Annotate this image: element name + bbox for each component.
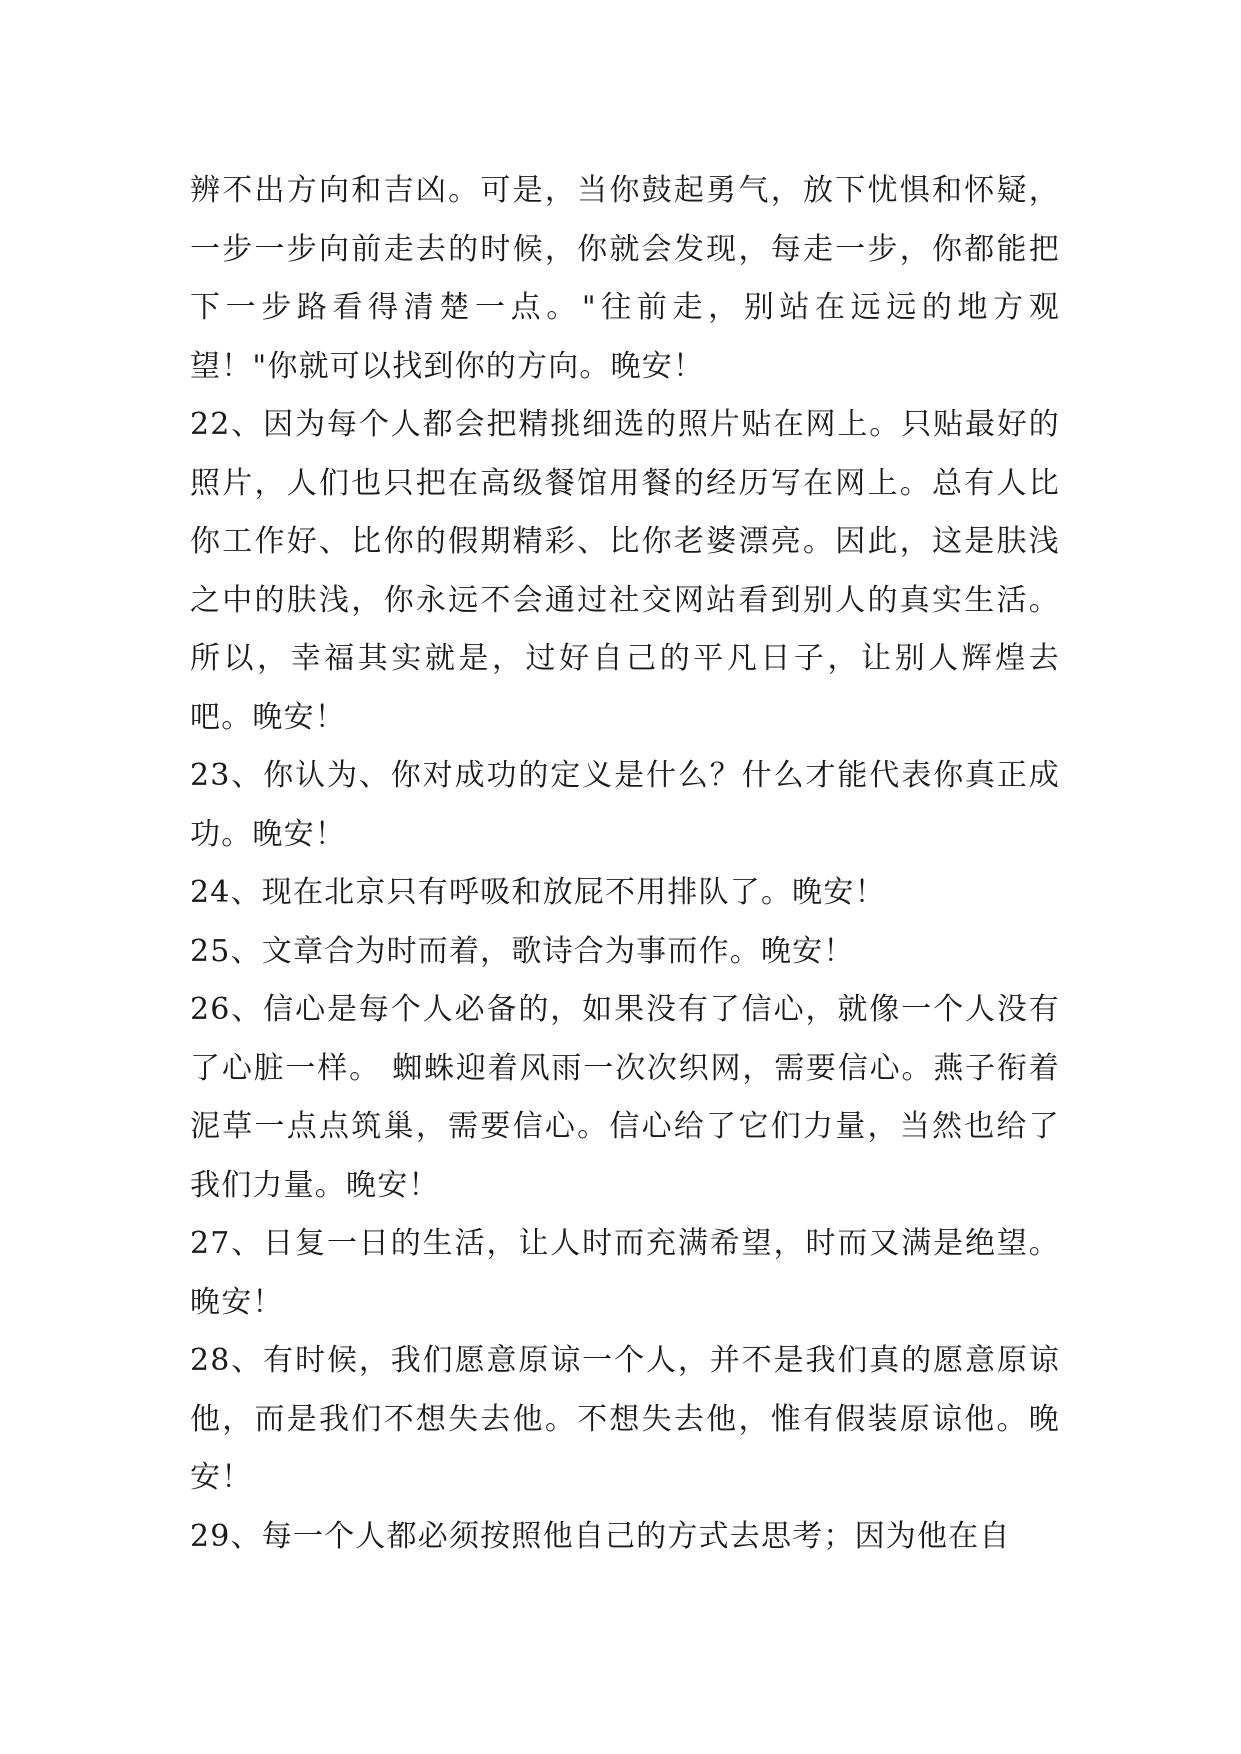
paragraph-23: 23、你认为、你对成功的定义是什么？什么才能代表你真正成功。晚安！ xyxy=(190,758,1060,852)
paragraph-26: 26、信心是每个人必备的，如果没有了信心，就像一个人没有了心脏一样。 蜘蛛迎着风雨一次次织网，需要信心。燕子衔着泥草一点点筑巢，需要信心。信心给了它们力量，当然也给了我们力量。晚安！ xyxy=(190,992,1060,1203)
paragraph-28: 28、有时候，我们愿意原谅一个人，并不是我们真的愿意原谅他，而是我们不想失去他。不想失去他，惟有假装原谅他。晚安！ xyxy=(190,1343,1060,1495)
document-body xyxy=(190,162,1060,1566)
paragraph-29-start: 29、每一个人都必须按照他自己的方式去思考；因为他在自 xyxy=(190,1518,1011,1554)
paragraph-21-continued: 辨不出方向和吉凶。可是，当你鼓起勇气，放下忧惧和怀疑，一步一步向前走去的时候，你就会发现，每走一步，你都能把下一步路看得清楚一点。"往前走，别站在远远的地方观望！"你就可以找到你的方向。晚安！ xyxy=(190,173,1060,384)
paragraph-22: 22、因为每个人都会把精挑细选的照片贴在网上。只贴最好的照片，人们也只把在高级餐馆用餐的经历写在网上。总有人比你工作好、比你的假期精彩、比你老婆漂亮。因此，这是肤浅之中的肤浅，你永远不会通过社交网站看到别人的真实生活。所以，幸福其实就是，过好自己的平凡日子，让别人辉煌去吧。晚安！ xyxy=(190,407,1060,735)
paragraph-25: 25、文章合为时而着，歌诗合为事而作。晚安！ xyxy=(190,933,855,969)
paragraph-27: 27、日复一日的生活，让人时而充满希望，时而又满是绝望。晚安！ xyxy=(190,1226,1060,1320)
paragraph-24: 24、现在北京只有呼吸和放屁不用排队了。晚安！ xyxy=(190,875,886,910)
